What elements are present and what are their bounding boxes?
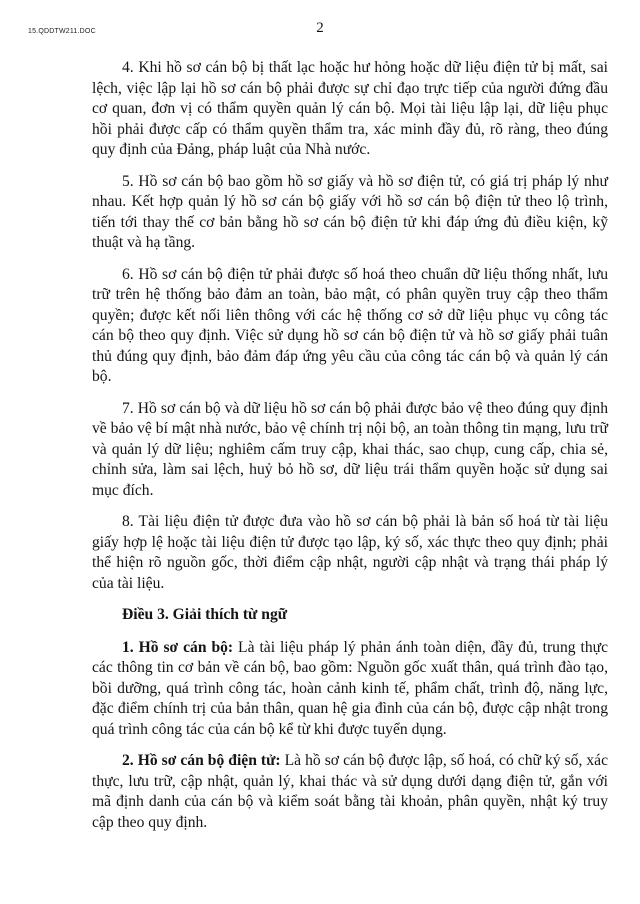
paragraph-7: 7. Hồ sơ cán bộ và dữ liệu hồ sơ cán bộ phải được bảo vệ theo đúng quy định về bảo vệ bí mật nhà nước, bảo vệ chính trị nội bộ, an toàn thông tin mạng, lưu trữ và quản lý dữ liệu; nghiêm cấm truy cập, khai thác, sao chụp, cung cấp, chia sẻ, chỉnh sửa, làm sai lệch, huỷ bỏ hồ sơ, dữ liệu trái thẩm quyền hoặc sử dụng sai mục đích. [92, 399, 608, 499]
definition-1 [92, 638, 608, 741]
document-body [92, 58, 608, 844]
page-number: 2 [316, 20, 324, 36]
article-title: Điều 3. Giải thích từ ngữ [122, 606, 288, 623]
definition-term: 2. Hồ sơ cán bộ điện tử: [122, 752, 281, 769]
definition-text: Là tài liệu pháp lý phản ánh toàn diện, đầy đủ, trung thực các thông tin cơ bản về cán bộ, bao gồm: Nguồn gốc xuất thân, quá trình đào tạo, bồi dưỡng, quá trình công tác, hoàn cảnh kinh tế, phẩm chất, trình độ, năng lực, đặc điểm chính trị của bản thân, quan hệ gia đình của cán bộ, được cập nhật trong quá trình công tác của cán bộ kể từ khi được tuyển dụng. [92, 638, 608, 738]
paragraph-8: 8. Tài liệu điện tử được đưa vào hồ sơ cán bộ phải là bản số hoá từ tài liệu giấy hợp lệ hoặc tài liệu điện tử được tạo lập, ký số, xác thực theo quy định; phải thể hiện rõ nguồn gốc, thời điểm cập nhật, người cập nhật và trạng thái pháp lý của tài liệu. [92, 513, 608, 592]
paragraph-5: 5. Hồ sơ cán bộ bao gồm hồ sơ giấy và hồ sơ điện tử, có giá trị pháp lý như nhau. Kết hợp quản lý hồ sơ cán bộ giấy với hồ sơ cán bộ điện tử theo lộ trình, tiến tới thay thế cơ bản bằng hồ sơ cán bộ điện tử khi đáp ứng đủ điều kiện, kỹ thuật và hạ tầng. [92, 172, 608, 251]
file-name: 15.QDDTW211.DOC [28, 28, 96, 35]
paragraph-4: 4. Khi hồ sơ cán bộ bị thất lạc hoặc hư hỏng hoặc dữ liệu điện tử bị mất, sai lệch, việc lập lại hồ sơ cán bộ phải được sự chỉ đạo trực tiếp của người đứng đầu cơ quan, đơn vị có thẩm quyền quản lý cán bộ. Mọi tài liệu lập lại, dữ liệu phục hồi phải được cấp có thẩm quyền thẩm tra, xác minh đầy đủ, rõ ràng, theo đúng quy định của Đảng, pháp luật của Nhà nước. [92, 59, 608, 158]
definition-term: 1. Hồ sơ cán bộ: [122, 638, 234, 656]
paragraph-6: 6. Hồ sơ cán bộ điện tử phải được số hoá theo chuẩn dữ liệu thống nhất, lưu trữ trên hệ thống bảo đảm an toàn, bảo mật, có phân quyền truy cập theo thẩm quyền; được kết nối liên thông với các hệ thống cơ sở dữ liệu phục vụ công tác cán bộ theo quy định. Việc sử dụng hồ sơ cán bộ điện tử và hồ sơ giấy phải tuân thủ đúng quy định, bảo đảm đáp ứng yêu cầu của công tác cán bộ và quản lý cán bộ. [92, 265, 608, 385]
definition-2 [92, 751, 608, 833]
definition-text: Là hồ sơ cán bộ được lập, số hoá, có chữ ký số, xác thực, lưu trữ, cập nhật, quản lý, khai thác và sử dụng dưới dạng điện tử, gắn với mã định danh của cán bộ và kiểm soát bằng tài khoản, phân quyền, nhật ký truy cập theo quy định. [92, 752, 608, 831]
